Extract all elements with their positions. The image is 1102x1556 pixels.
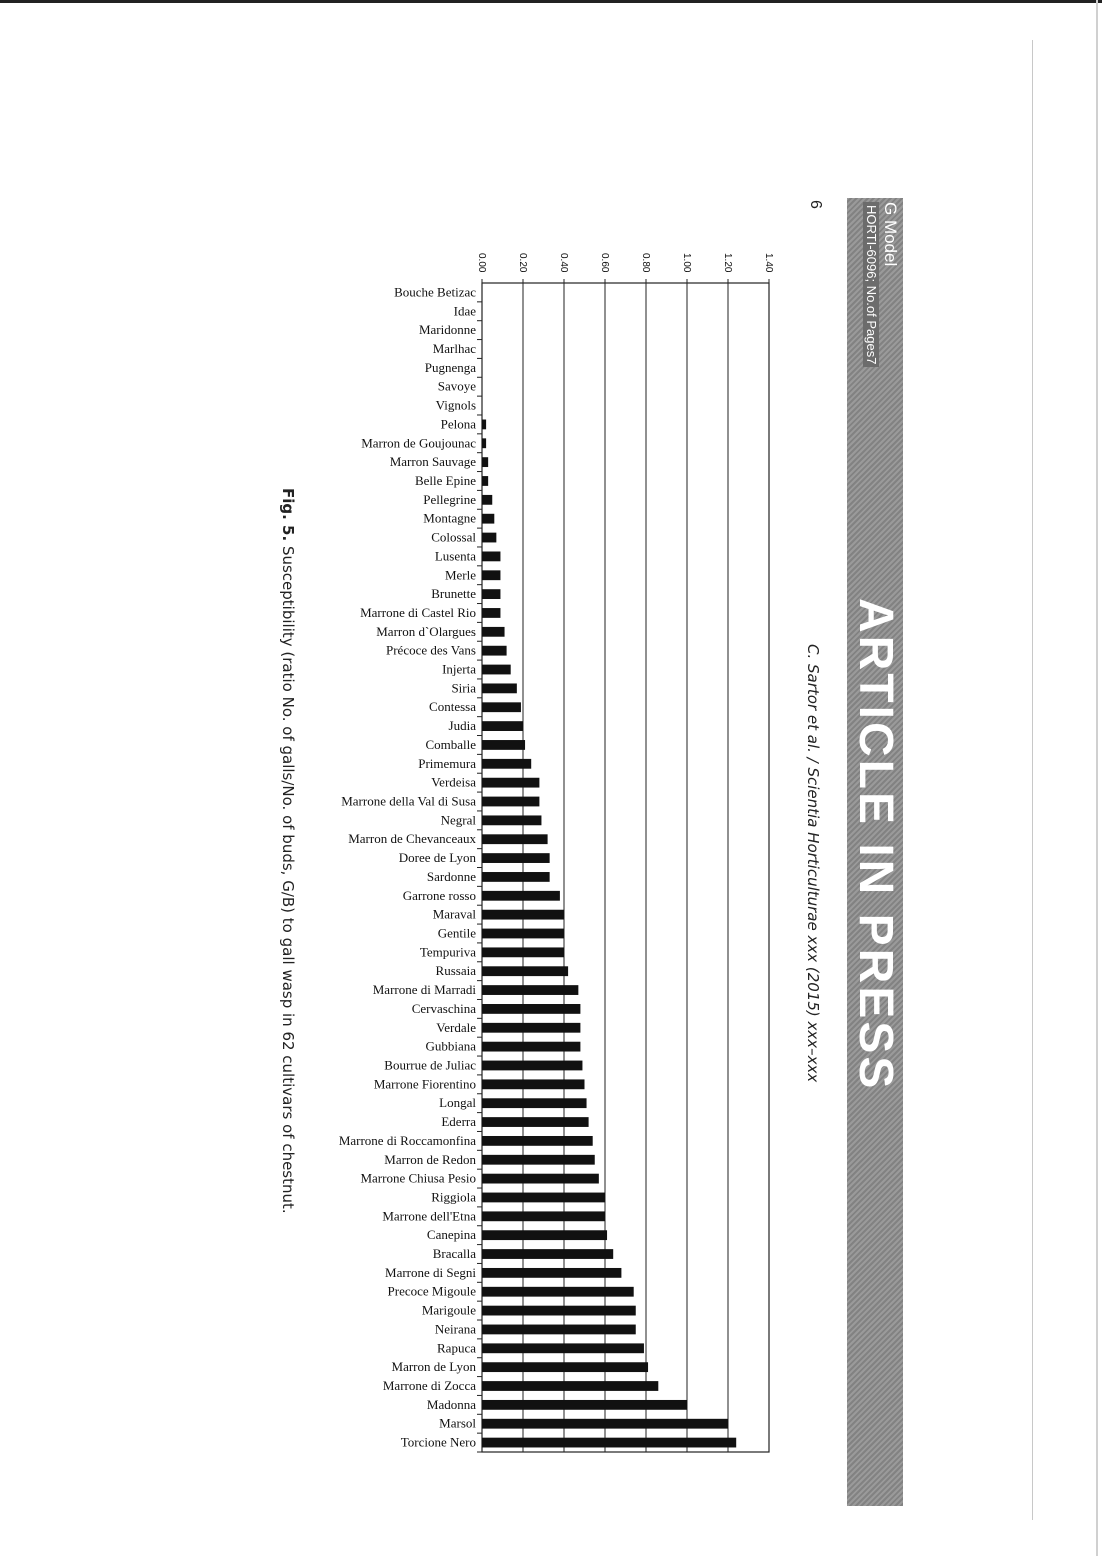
bar <box>482 495 492 505</box>
bar <box>482 1230 607 1240</box>
category-label: Montagne <box>423 510 476 526</box>
bar <box>482 1004 580 1014</box>
category-label: Marron Sauvage <box>389 454 476 470</box>
category-label: Longal <box>439 1095 476 1111</box>
bar <box>482 947 564 957</box>
category-label: Judia <box>448 718 476 734</box>
bar <box>482 420 486 430</box>
category-label: Marlhac <box>432 340 476 356</box>
chart-category-labels <box>339 284 477 1449</box>
bar <box>482 1268 621 1278</box>
category-label: Siria <box>451 680 476 696</box>
category-label: Pelona <box>440 416 476 432</box>
bar <box>482 1155 595 1165</box>
tick-label: 0.80 <box>640 253 651 273</box>
category-label: Comballe <box>425 736 476 752</box>
g-model-label: G Model <box>881 202 900 267</box>
tick-label: 1.00 <box>681 253 692 273</box>
chart-value-ticks <box>476 253 774 273</box>
category-label: Contessa <box>429 699 476 715</box>
category-label: Precoce Migoule <box>387 1283 476 1299</box>
category-label: Marrone della Val di Susa <box>341 793 476 809</box>
bar <box>482 834 548 844</box>
category-label: Marrone dell'Etna <box>382 1208 476 1224</box>
bar <box>482 570 500 580</box>
category-label: Injerta <box>442 661 476 677</box>
category-label: Marrone di Segni <box>385 1264 476 1280</box>
category-label: Lusenta <box>434 548 476 564</box>
page-number: 6 <box>807 200 824 209</box>
category-label: Marrone Fiorentino <box>373 1076 476 1092</box>
category-label: Madonna <box>426 1396 476 1412</box>
bar <box>482 910 564 920</box>
bar <box>482 476 488 486</box>
bar <box>482 1249 613 1259</box>
bar <box>482 797 539 807</box>
bar <box>482 1136 593 1146</box>
category-label: Sardonne <box>426 868 476 884</box>
bar <box>482 1193 605 1203</box>
category-label: Torcione Nero <box>400 1434 476 1450</box>
tick-label: 1.20 <box>722 253 733 273</box>
category-label: Neirana <box>434 1321 476 1337</box>
category-label: Bourrue de Juliac <box>384 1057 476 1073</box>
tick-label: 0.60 <box>599 253 610 273</box>
tick-label: 0.00 <box>476 253 487 273</box>
bar <box>482 1211 605 1221</box>
tick-label: 1.40 <box>763 253 774 273</box>
bar <box>482 966 568 976</box>
bar <box>482 1098 587 1108</box>
bar <box>482 1023 580 1033</box>
category-label: Marron d`Olargues <box>376 623 476 639</box>
category-label: Maraval <box>432 906 476 922</box>
bar <box>482 702 521 712</box>
category-label: Marigoule <box>421 1302 476 1318</box>
bar <box>482 1362 648 1372</box>
bar <box>482 1343 644 1353</box>
category-label: Bracalla <box>432 1246 476 1262</box>
tick-label: 0.20 <box>517 253 528 273</box>
category-label: Gubbiana <box>425 1038 476 1054</box>
category-label: Doree de Lyon <box>398 850 476 866</box>
category-label: Bouche Betizac <box>394 284 476 300</box>
bar <box>482 1381 658 1391</box>
category-label: Marron de Lyon <box>391 1359 476 1375</box>
category-label: Vignols <box>435 397 476 413</box>
bar <box>482 665 511 675</box>
bar <box>482 853 550 863</box>
category-label: Maridonne <box>418 322 476 338</box>
bar <box>482 759 531 769</box>
bar <box>482 1306 636 1316</box>
category-label: Savoye <box>437 378 476 394</box>
article-id-label: HORTI-6096; No.of Pages7 <box>863 202 879 367</box>
category-label: Pellegrine <box>423 491 476 507</box>
bar <box>482 1079 585 1089</box>
bar <box>482 646 507 656</box>
bar <box>482 1400 687 1410</box>
bar <box>482 533 496 543</box>
category-label: Rapuca <box>437 1340 476 1356</box>
bar <box>482 1325 636 1335</box>
category-label: Ederra <box>441 1114 476 1130</box>
category-label: Tempuriva <box>419 944 476 960</box>
category-label: Marron de Goujounac <box>361 435 476 451</box>
bar <box>482 1042 580 1052</box>
category-label: Marrone di Roccamonfina <box>338 1132 476 1148</box>
category-label: Marron de Redon <box>384 1151 476 1167</box>
category-label: Colossal <box>431 529 476 545</box>
tick-label: 0.40 <box>558 253 569 273</box>
category-label: Marron de Chevanceaux <box>348 831 476 847</box>
category-label: Marrone di Zocca <box>382 1378 476 1394</box>
bar <box>482 1174 599 1184</box>
category-label: Marrone Chiusa Pesio <box>360 1170 476 1186</box>
bar <box>482 438 486 448</box>
bar <box>482 514 494 524</box>
category-label: Verdeisa <box>431 774 476 790</box>
category-label: Marrone di Castel Rio <box>360 604 476 620</box>
bar <box>482 778 539 788</box>
category-label: Marrone di Marradi <box>372 982 476 998</box>
bar <box>482 1419 728 1429</box>
article-in-press-banner: ARTICLE IN PRESS <box>849 598 902 1092</box>
bar <box>482 1117 589 1127</box>
category-label: Idae <box>453 303 476 319</box>
category-label: Marsol <box>439 1415 476 1431</box>
journal-citation: C. Sartor et al. / Scientia Horticulturae xxx (2015) xxx–xxx <box>804 644 822 1083</box>
category-label: Primemura <box>418 755 476 771</box>
bar <box>482 683 517 693</box>
bar <box>482 1438 736 1448</box>
bar <box>482 721 523 731</box>
bar <box>482 589 500 599</box>
category-label: Brunette <box>431 586 476 602</box>
bar <box>482 985 578 995</box>
bar <box>482 1061 582 1071</box>
category-label: Merle <box>444 567 476 583</box>
category-label: Riggiola <box>431 1189 476 1205</box>
category-label: Pugnenga <box>424 359 476 375</box>
bar <box>482 1287 634 1297</box>
category-label: Garrone rosso <box>402 887 476 903</box>
category-label: Gentile <box>437 925 476 941</box>
bar <box>482 740 525 750</box>
category-label: Verdale <box>436 1019 476 1035</box>
category-label: Negral <box>440 812 476 828</box>
figure-label: Fig. 5. <box>279 488 297 542</box>
bar <box>482 815 541 825</box>
category-label: Canepina <box>426 1227 476 1243</box>
bar <box>482 872 550 882</box>
bar <box>482 929 564 939</box>
bar <box>482 627 505 637</box>
bar <box>482 608 500 618</box>
bar <box>482 551 500 561</box>
bar <box>482 891 560 901</box>
category-label: Belle Epine <box>414 472 476 488</box>
bar <box>482 457 488 467</box>
category-label: Russaia <box>435 963 476 979</box>
chart-bars <box>482 420 736 1448</box>
category-label: Cervaschina <box>411 1000 476 1016</box>
figure-caption-text: Susceptibility (ratio No. of galls/No. of buds, G/B) to gall wasp in 62 cultivars of chestnut. <box>279 541 297 1214</box>
category-label: Précoce des Vans <box>385 642 476 658</box>
